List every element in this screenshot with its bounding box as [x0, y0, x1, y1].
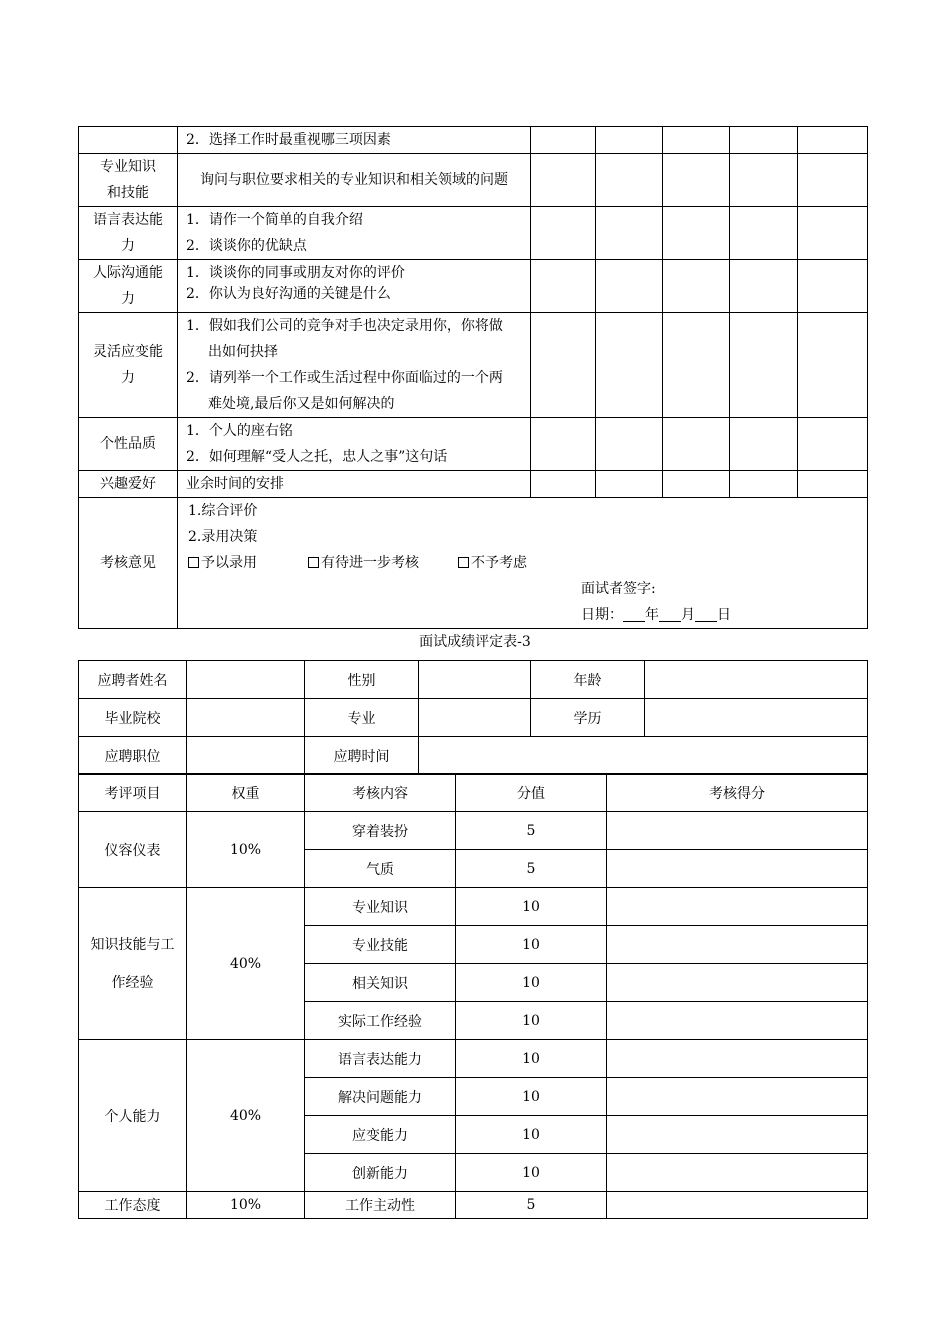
result-cell[interactable]: [607, 1002, 868, 1040]
table-row: [79, 471, 868, 498]
item-cell: 仪容仪表: [79, 812, 187, 888]
rating-cell[interactable]: [596, 207, 663, 260]
rating-cell[interactable]: [531, 207, 596, 260]
table-row: [79, 699, 868, 737]
result-cell[interactable]: [607, 888, 868, 926]
day-blank[interactable]: [695, 607, 717, 622]
rating-cell[interactable]: [730, 207, 798, 260]
row-label: 人际沟通能 力: [79, 260, 178, 313]
option-hire[interactable]: 予以录用: [188, 550, 308, 576]
item-cell: 个人能力: [79, 1040, 187, 1192]
table-row: [79, 1192, 868, 1219]
question-cell: 2．选择工作时最重视哪三项因素: [178, 127, 531, 154]
rating-cell[interactable]: [663, 127, 730, 154]
question-cell: 业余时间的安排: [178, 471, 531, 498]
gender-label: 性别: [305, 661, 419, 699]
score-cell: 10: [456, 1040, 607, 1078]
content-cell: 创新能力: [305, 1154, 456, 1192]
table-row: [79, 812, 868, 850]
result-cell[interactable]: [607, 1040, 868, 1078]
rating-cell[interactable]: [531, 418, 596, 471]
result-cell[interactable]: [607, 850, 868, 888]
question-cell: 1．个人的座右铭 2．如何理解“受人之托，忠人之事”这句话: [178, 418, 531, 471]
rating-cell[interactable]: [531, 127, 596, 154]
rating-cell[interactable]: [798, 471, 868, 498]
rating-cell[interactable]: [730, 471, 798, 498]
row-label: 灵活应变能 力: [79, 313, 178, 418]
row-label: 兴趣爱好: [79, 471, 178, 498]
score-cell: 5: [456, 850, 607, 888]
applicant-info-table: [78, 660, 868, 775]
weight-cell: 10%: [187, 1192, 305, 1219]
content-cell: 工作主动性: [305, 1192, 456, 1219]
score-table: [78, 773, 868, 1219]
checkbox-icon[interactable]: [308, 557, 319, 568]
score-cell: 10: [456, 888, 607, 926]
content-cell: 气质: [305, 850, 456, 888]
table-row: [79, 888, 868, 926]
rating-cell[interactable]: [730, 127, 798, 154]
question-cell: 询问与职位要求相关的专业知识和相关领域的问题: [178, 154, 531, 207]
rating-cell[interactable]: [730, 260, 798, 313]
table-row: [79, 498, 868, 629]
checkbox-icon[interactable]: [458, 557, 469, 568]
year-blank[interactable]: [623, 607, 645, 622]
education-field[interactable]: [645, 699, 868, 737]
rating-cell[interactable]: [663, 313, 730, 418]
question-cell: 1．谈谈你的同事或朋友对你的评价 2．你认为良好沟通的关键是什么: [178, 260, 531, 313]
rating-cell[interactable]: [596, 471, 663, 498]
rating-cell[interactable]: [596, 127, 663, 154]
overall-eval-label: 1.综合评价: [188, 503, 258, 519]
rating-cell[interactable]: [663, 207, 730, 260]
score-cell: 10: [456, 926, 607, 964]
result-cell[interactable]: [607, 926, 868, 964]
signature-label: 面试者签字:: [581, 581, 656, 597]
weight-cell: 10%: [187, 812, 305, 888]
time-field[interactable]: [419, 737, 868, 775]
content-cell: 专业知识: [305, 888, 456, 926]
decision-options: [188, 550, 867, 576]
result-cell[interactable]: [607, 812, 868, 850]
table-row: [79, 661, 868, 699]
rating-cell[interactable]: [798, 127, 868, 154]
rating-cell[interactable]: [798, 207, 868, 260]
rating-cell[interactable]: [531, 260, 596, 313]
table-row: [79, 127, 868, 154]
rating-cell[interactable]: [730, 418, 798, 471]
score-cell: 10: [456, 1116, 607, 1154]
rating-cell[interactable]: [596, 418, 663, 471]
education-label: 学历: [531, 699, 645, 737]
rating-cell[interactable]: [663, 418, 730, 471]
column-header: 考核得分: [607, 774, 868, 812]
content-cell: 实际工作经验: [305, 1002, 456, 1040]
rating-cell[interactable]: [730, 313, 798, 418]
option-further-review[interactable]: 有待进一步考核: [308, 550, 458, 576]
assessment-cell: [178, 498, 868, 629]
age-field[interactable]: [645, 661, 868, 699]
checkbox-icon[interactable]: [188, 557, 199, 568]
content-cell: 专业技能: [305, 926, 456, 964]
rating-cell[interactable]: [531, 313, 596, 418]
content-cell: 应变能力: [305, 1116, 456, 1154]
table-row: [79, 418, 868, 471]
score-cell: 10: [456, 1154, 607, 1192]
table-row: [79, 207, 868, 260]
rating-cell[interactable]: [596, 260, 663, 313]
question-cell: 1．请作一个简单的自我介绍 2．谈谈你的优缺点: [178, 207, 531, 260]
content-cell: 穿着装扮: [305, 812, 456, 850]
question-cell: 1．假如我们公司的竞争对手也决定录用你，你将做 出如何抉择 2．请列举一个工作或生活过程中你面临过的一个两 难处境,最后你又是如何解决的: [178, 313, 531, 418]
item-cell: 知识技能与工 作经验: [79, 888, 187, 1040]
decision-label: 2.录用决策: [188, 529, 258, 545]
result-cell[interactable]: [607, 1116, 868, 1154]
score-cell: 5: [456, 812, 607, 850]
result-cell[interactable]: [607, 964, 868, 1002]
date-line: 日期： 年 月 日: [581, 607, 731, 623]
score-cell: 10: [456, 1002, 607, 1040]
table-row: [79, 154, 868, 207]
weight-cell: 40%: [187, 888, 305, 1040]
score-cell: 5: [456, 1192, 607, 1219]
name-field[interactable]: [187, 661, 305, 699]
age-label: 年龄: [531, 661, 645, 699]
row-label: 专业知识 和技能: [79, 154, 178, 207]
rating-cell[interactable]: [663, 154, 730, 207]
result-cell[interactable]: [607, 1154, 868, 1192]
major-label: 专业: [305, 699, 419, 737]
content-cell: 相关知识: [305, 964, 456, 1002]
month-blank[interactable]: [659, 607, 681, 622]
rating-cell[interactable]: [663, 471, 730, 498]
assessment-label: 考核意见: [79, 498, 178, 629]
name-label: 应聘者姓名: [79, 661, 187, 699]
column-header: 权重: [187, 774, 305, 812]
row-label: 个性品质: [79, 418, 178, 471]
score-cell: 10: [456, 1078, 607, 1116]
rating-cell[interactable]: [596, 154, 663, 207]
column-header: 分值: [456, 774, 607, 812]
rating-cell[interactable]: [798, 260, 868, 313]
rating-cell[interactable]: [596, 313, 663, 418]
score-cell: 10: [456, 964, 607, 1002]
result-cell[interactable]: [607, 1192, 868, 1219]
rating-cell[interactable]: [730, 154, 798, 207]
item-cell: 工作态度: [79, 1192, 187, 1219]
row-label: [79, 127, 178, 154]
time-label: 应聘时间: [305, 737, 419, 775]
weight-cell: 40%: [187, 1040, 305, 1192]
position-field[interactable]: [187, 737, 305, 775]
row-label: 语言表达能 力: [79, 207, 178, 260]
result-cell[interactable]: [607, 1078, 868, 1116]
table-caption: 面试成绩评定表-3: [419, 634, 531, 650]
gender-field[interactable]: [419, 661, 531, 699]
table-row: [79, 313, 868, 418]
position-label: 应聘职位: [79, 737, 187, 775]
rating-cell[interactable]: [798, 154, 868, 207]
major-field[interactable]: [419, 699, 531, 737]
option-reject[interactable]: 不予考虑: [458, 550, 527, 576]
interview-eval-table: [78, 126, 868, 629]
column-header: 考评项目: [79, 774, 187, 812]
table-row: [79, 737, 868, 775]
rating-cell[interactable]: [798, 313, 868, 418]
table-row: [79, 260, 868, 313]
table-row: [79, 1040, 868, 1078]
header-row: [79, 774, 868, 812]
school-label: 毕业院校: [79, 699, 187, 737]
rating-cell[interactable]: [798, 418, 868, 471]
rating-cell[interactable]: [531, 471, 596, 498]
content-cell: 语言表达能力: [305, 1040, 456, 1078]
rating-cell[interactable]: [663, 260, 730, 313]
column-header: 考核内容: [305, 774, 456, 812]
school-field[interactable]: [187, 699, 305, 737]
rating-cell[interactable]: [531, 154, 596, 207]
content-cell: 解决问题能力: [305, 1078, 456, 1116]
